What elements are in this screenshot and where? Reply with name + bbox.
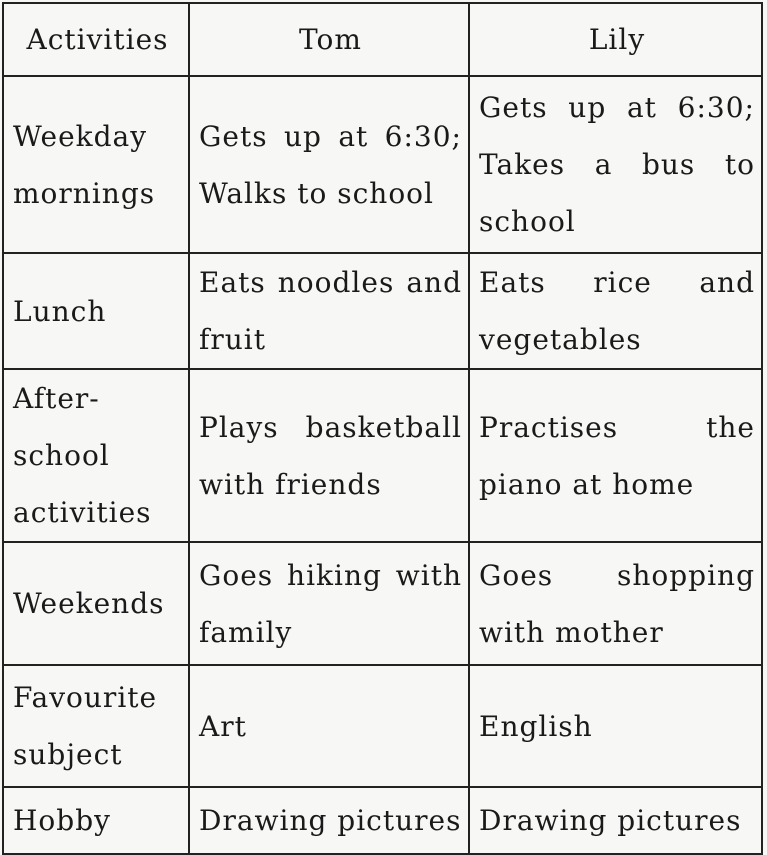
header-tom: Tom xyxy=(189,3,469,76)
table-row xyxy=(3,542,762,665)
table-row xyxy=(3,787,762,854)
activity-cell: Favourite subject xyxy=(3,665,189,787)
activity-cell: Weekday mornings xyxy=(3,76,189,253)
table-row xyxy=(3,665,762,787)
activity-cell: Hobby xyxy=(3,787,189,854)
header-activities: Activities xyxy=(3,3,189,76)
lily-cell: Eats rice and vegetables xyxy=(469,253,762,369)
table-row xyxy=(3,76,762,253)
tom-cell: Goes hiking with family xyxy=(189,542,469,665)
activities-table xyxy=(2,2,763,855)
lily-cell: Goes shopping with mother xyxy=(469,542,762,665)
tom-cell: Gets up at 6:30; Walks to school xyxy=(189,76,469,253)
header-row xyxy=(3,3,762,76)
activity-cell: Weekends xyxy=(3,542,189,665)
lily-cell: Gets up at 6:30; Takes a bus to school xyxy=(469,76,762,253)
activity-cell: Lunch xyxy=(3,253,189,369)
lily-cell: Drawing pictures xyxy=(469,787,762,854)
tom-cell: Drawing pictures xyxy=(189,787,469,854)
lily-cell: English xyxy=(469,665,762,787)
tom-cell: Eats noodles and fruit xyxy=(189,253,469,369)
table-row xyxy=(3,369,762,542)
tom-cell: Art xyxy=(189,665,469,787)
lily-cell: Practises the piano at home xyxy=(469,369,762,542)
table-row xyxy=(3,253,762,369)
header-lily: Lily xyxy=(469,3,762,76)
activity-cell: After-school activities xyxy=(3,369,189,542)
tom-cell: Plays basketball with friends xyxy=(189,369,469,542)
